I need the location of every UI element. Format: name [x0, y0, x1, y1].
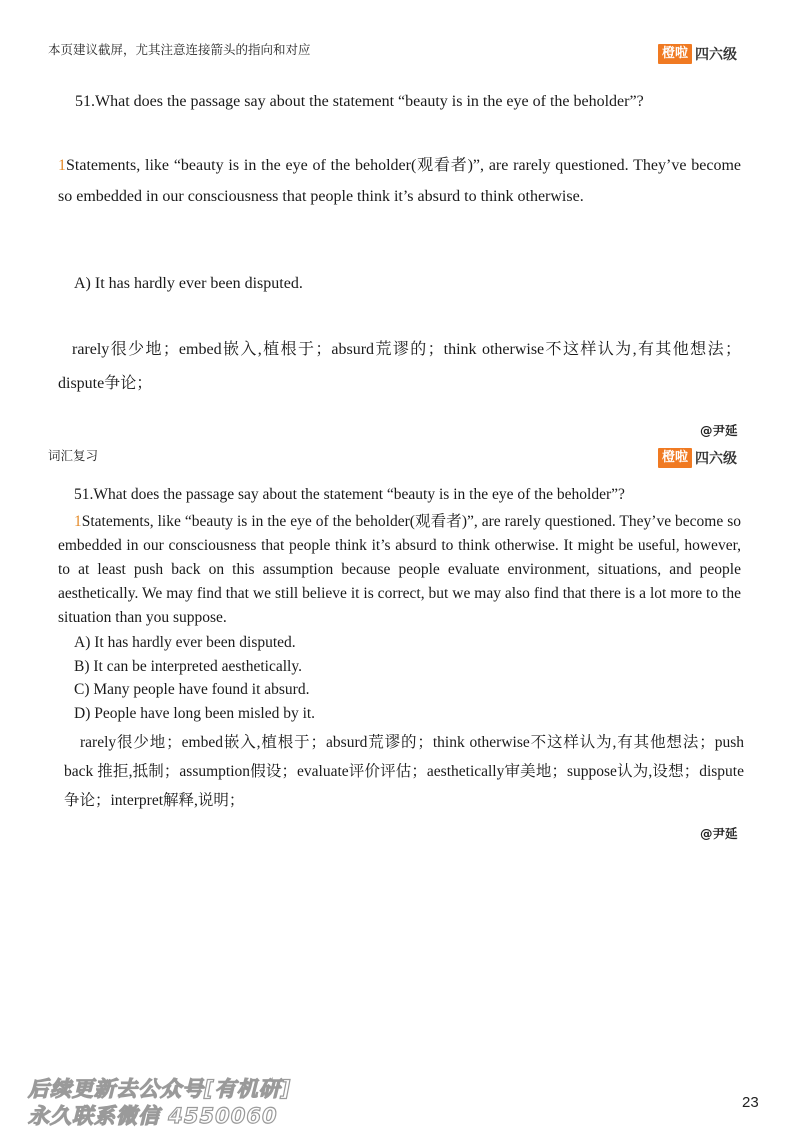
brand-logo-box: 橙啦 [658, 44, 692, 64]
answer-options [74, 631, 315, 725]
brand-logo-text: 四六级 [695, 47, 738, 63]
watermark [28, 1076, 291, 1130]
answer-option-a: A) It has hardly ever been disputed. [74, 634, 296, 651]
question-heading: 51.What does the passage say about the statement “beauty is in the eye of the beholder”? [74, 486, 625, 503]
answer-option-b: B) It can be interpreted aesthetically. [74, 657, 302, 675]
answer-option-d: D) People have long been misled by it. [74, 704, 316, 722]
watermark-line-2: 永久联系微信 4550060 [28, 1104, 278, 1128]
brand-logo [658, 44, 737, 64]
answer-option-a: A) It has hardly ever been disputed. [74, 275, 303, 292]
author-signature: @尹延 [700, 826, 738, 841]
brand-logo-text: 四六级 [695, 451, 738, 467]
answer-option-c: C) Many people have found it absurd. [74, 681, 310, 698]
watermark-line-1: 后续更新去公众号[有机研] [28, 1077, 292, 1101]
passage-full [58, 510, 741, 630]
paragraph-marker: 1 [74, 513, 82, 530]
vocabulary-notes: rarely很少地；embed嵌入,植根于；absurd荒谬的；think otherwise不这样认为,有其他想法；dispute争论； [58, 341, 741, 392]
passage-excerpt [58, 150, 741, 212]
author-signature: @尹延 [700, 423, 738, 438]
paragraph-marker: 1 [58, 157, 66, 174]
brand-logo-box: 橙啦 [658, 448, 692, 468]
page-number: 23 [742, 1094, 759, 1111]
page-note: 本页建议截屏，尤其注意连接箭头的指向和对应 [48, 42, 311, 57]
passage-text: Statements, like “beauty is in the eye of the beholder(观看者)”, are rarely questioned. They’ve become so embedded in our consciousness that people think it’s absurd to think otherwise. [58, 157, 741, 205]
section-label: 词汇复习 [48, 448, 99, 463]
brand-logo [658, 448, 737, 468]
question-heading: 51.What does the passage say about the statement “beauty is in the eye of the beholder”? [75, 93, 644, 110]
passage-text: Statements, like “beauty is in the eye of the beholder(观看者)”, are rarely questioned. They’ve become so embedded in our consciousness that people think it’s absurd to think otherwise. It might be useful, however, to at least push back on this assumption because people evaluate environment, situations, and people aesthetically. We may find that we still believe it is correct, but we may also find that there is a lot more to the situation than you suppose. [58, 513, 741, 626]
vocabulary-notes: rarely很少地；embed嵌入,植根于；absurd荒谬的；think otherwise不这样认为,有其他想法；push back 推拒,抵制；assumption假设；evaluate评价评估；aesthetically审美地；suppose认为,设想；dispute争论；interpret解释,说明； [64, 734, 744, 809]
